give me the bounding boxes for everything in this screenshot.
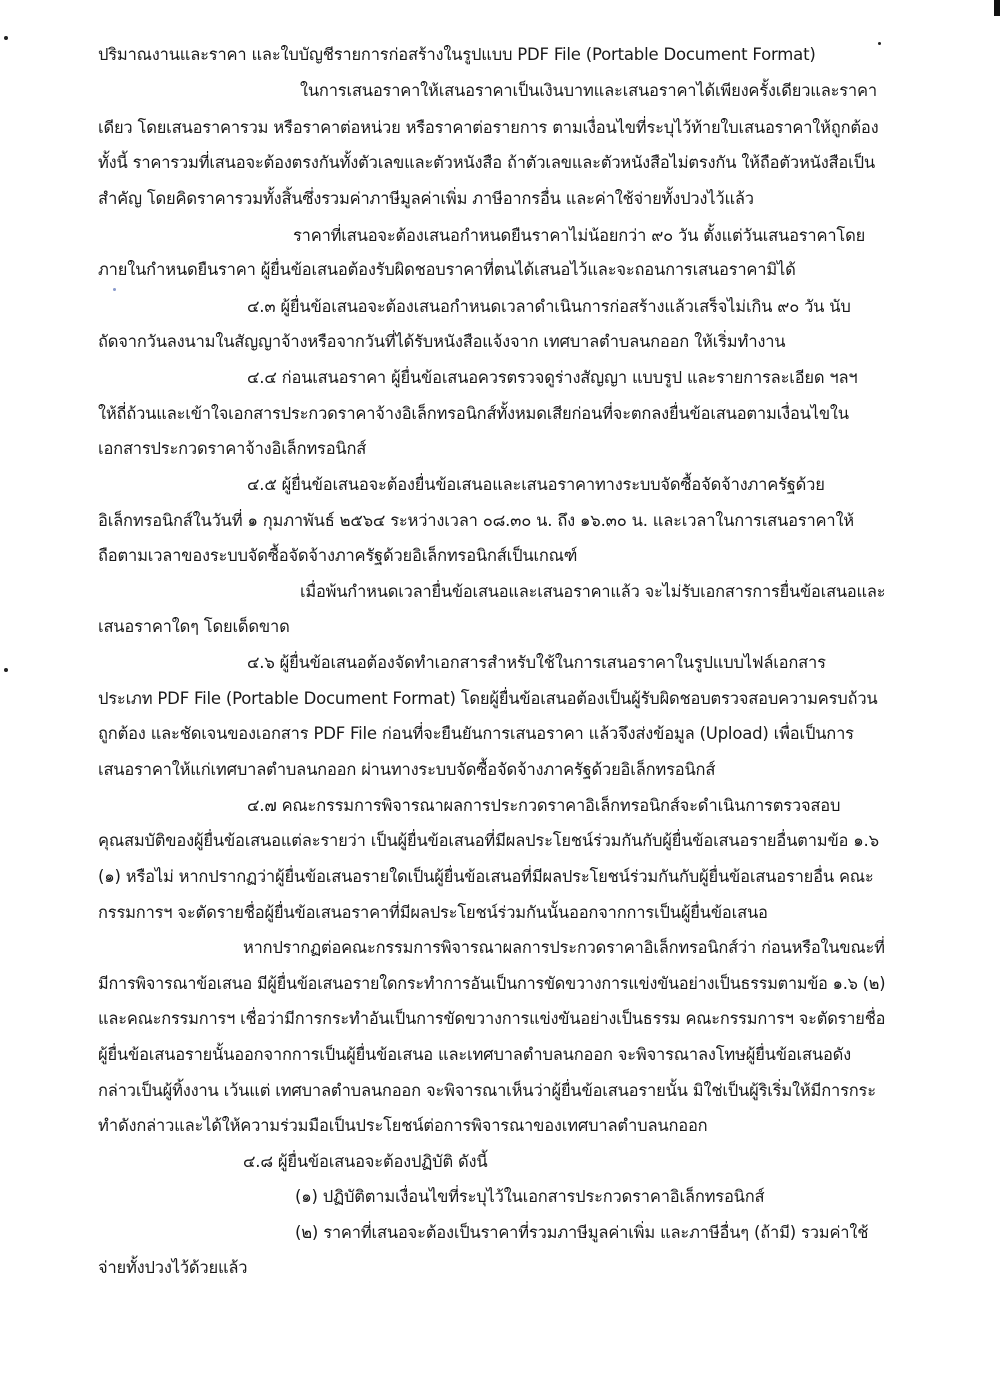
text-line: และคณะกรรมการฯ เชื่อว่ามีการกระทำอันเป็นการขัดขวางการแข่งขันอย่างเป็นธรรม คณะกรรมการฯ จะตัดรายชื่อ [98, 1009, 886, 1028]
text-line: ถูกต้อง และชัดเจนของเอกสาร PDF File ก่อนที่จะยืนยันการเสนอราคา แล้วจึงส่งข้อมูล (Upload) เพื่อเป็นการ [98, 724, 854, 743]
text-line: ราคาที่เสนอจะต้องเสนอกำหนดยืนราคาไม่น้อยกว่า ๙๐ วัน ตั้งแต่วันเสนอราคาโดย [293, 226, 866, 245]
text-line: ถัดจากวันลงนามในสัญญาจ้างหรือจากวันที่ได้รับหนังสือแจ้งจาก เทศบาลตำบลนกออก ให้เริ่มทำงาน [98, 332, 786, 351]
text-line: กล่าวเป็นผู้ทิ้งงาน เว้นแต่ เทศบาลตำบลนกออก จะพิจารณาเห็นว่าผู้ยื่นข้อเสนอรายนั้น มิใช่เป็นผู้ริเริ่มให้มีการกระ [98, 1081, 876, 1100]
text-line: ในการเสนอราคาให้เสนอราคาเป็นเงินบาทและเสนอราคาได้เพียงครั้งเดียวและราคา [300, 81, 877, 100]
text-line: กรรมการฯ จะตัดรายชื่อผู้ยื่นข้อเสนอราคาที่มีผลประโยชน์ร่วมกันนั้นออกจากการเป็นผู้ยื่นข้อเสนอ [98, 903, 768, 922]
text-line: อิเล็กทรอนิกส์ในวันที่ ๑ กุมภาพันธ์ ๒๕๖๔ ระหว่างเวลา ๐๘.๓๐ น. ถึง ๑๖.๓๐ น. และเวลาในการเสนอราคาให้ [98, 511, 854, 530]
text-line: ประเภท PDF File (Portable Document Format) โดยผู้ยื่นข้อเสนอต้องเป็นผู้รับผิดชอบตรวจสอบความครบถ้วน [98, 689, 878, 708]
text-line: เดียว โดยเสนอราคารวม หรือราคาต่อหน่วย หรือราคาต่อรายการ ตามเงื่อนไขที่ระบุไว้ท้ายใบเสนอราคาให้ถูกต้อง [98, 118, 879, 137]
text-line: จ่ายทั้งปวงไว้ด้วยแล้ว [98, 1258, 248, 1277]
section-4-3: ๔.๓ ผู้ยื่นข้อเสนอจะต้องเสนอกำหนดเวลาดำเนินการก่อสร้างแล้วเสร็จไม่เกิน ๙๐ วัน นับ [247, 297, 851, 316]
scan-speck [113, 288, 116, 291]
section-4-8: ๔.๘ ผู้ยื่นข้อเสนอจะต้องปฏิบัติ ดังนี้ [243, 1152, 488, 1171]
text-line: ภายในกำหนดยืนราคา ผู้ยื่นข้อเสนอต้องรับผิดชอบราคาที่ตนได้เสนอไว้และจะถอนการเสนอราคามิได้ [98, 260, 796, 279]
scan-speck [878, 42, 881, 45]
text-line: เอกสารประกวดราคาจ้างอิเล็กทรอนิกส์ [98, 439, 367, 458]
text-line: มีการพิจารณาข้อเสนอ มีผู้ยื่นข้อเสนอรายใดกระทำการอันเป็นการขัดขวางการแข่งขันอย่างเป็นธรรมตามข้อ ๑.๖ (๒) [98, 974, 886, 993]
sub-item-1: (๑) ปฏิบัติตามเงื่อนไขที่ระบุไว้ในเอกสารประกวดราคาอิเล็กทรอนิกส์ [295, 1187, 765, 1206]
scan-speck [4, 668, 8, 672]
text-line: ทั้งนี้ ราคารวมที่เสนอจะต้องตรงกันทั้งตัวเลขและตัวหนังสือ ถ้าตัวเลขและตัวหนังสือไม่ตรงกัน ให้ถือตัวหนังสือเป็น [98, 153, 875, 172]
text-line: เสนอราคาให้แก่เทศบาลตำบลนกออก ผ่านทางระบบจัดซื้อจัดจ้างภาครัฐด้วยอิเล็กทรอนิกส์ [98, 760, 716, 779]
text-line: ให้ถี่ถ้วนและเข้าใจเอกสารประกวดราคาจ้างอิเล็กทรอนิกส์ทั้งหมดเสียก่อนที่จะตกลงยื่นข้อเสนอตามเงื่อนไขใน [98, 404, 849, 423]
text-line: หากปรากฏต่อคณะกรรมการพิจารณาผลการประกวดราคาอิเล็กทรอนิกส์ว่า ก่อนหรือในขณะที่ [243, 938, 885, 957]
text-line: สำคัญ โดยคิดราคารวมทั้งสิ้นซึ่งรวมค่าภาษีมูลค่าเพิ่ม ภาษีอากรอื่น และค่าใช้จ่ายทั้งปวงไว้แล้ว [98, 189, 754, 208]
scan-edge-mark [994, 0, 1000, 16]
section-4-4: ๔.๔ ก่อนเสนอราคา ผู้ยื่นข้อเสนอควรตรวจดูร่างสัญญา แบบรูป และรายการละเอียด ฯลฯ [247, 368, 858, 387]
text-line: คุณสมบัติของผู้ยื่นข้อเสนอแต่ละรายว่า เป็นผู้ยื่นข้อเสนอที่มีผลประโยชน์ร่วมกันกับผู้ยื่นข้อเสนอรายอื่นตามข้อ ๑.๖ [98, 831, 879, 850]
text-line: เสนอราคาใดๆ โดยเด็ดขาด [98, 617, 290, 636]
sub-item-2: (๒) ราคาที่เสนอจะต้องเป็นราคาที่รวมภาษีมูลค่าเพิ่ม และภาษีอื่นๆ (ถ้ามี) รวมค่าใช้ [295, 1223, 869, 1242]
text-line: เมื่อพ้นกำหนดเวลายื่นข้อเสนอและเสนอราคาแล้ว จะไม่รับเอกสารการยื่นข้อเสนอและ [300, 582, 886, 601]
section-4-5: ๔.๕ ผู้ยื่นข้อเสนอจะต้องยื่นข้อเสนอและเสนอราคาทางระบบจัดซื้อจัดจ้างภาครัฐด้วย [247, 475, 825, 494]
text-line: ถือตามเวลาของระบบจัดซื้อจัดจ้างภาครัฐด้วยอิเล็กทรอนิกส์เป็นเกณฑ์ [98, 546, 578, 565]
scan-speck [4, 36, 8, 40]
text-line: ผู้ยื่นข้อเสนอรายนั้นออกจากการเป็นผู้ยื่นข้อเสนอ และเทศบาลตำบลนกออก จะพิจารณาลงโทษผู้ยื่นข้อเสนอดัง [98, 1045, 852, 1064]
text-line: ทำดังกล่าวและได้ให้ความร่วมมือเป็นประโยชน์ต่อการพิจารณาของเทศบาลตำบลนกออก [98, 1116, 708, 1135]
section-4-6: ๔.๖ ผู้ยื่นข้อเสนอต้องจัดทำเอกสารสำหรับใช้ในการเสนอราคาในรูปแบบไฟล์เอกสาร [247, 653, 826, 672]
section-4-7: ๔.๗ คณะกรรมการพิจารณาผลการประกวดราคาอิเล็กทรอนิกส์จะดำเนินการตรวจสอบ [247, 796, 841, 815]
text-line: ปริมาณงานและราคา และใบบัญชีรายการก่อสร้างในรูปแบบ PDF File (Portable Document Format) [98, 45, 816, 64]
text-line: (๑) หรือไม่ หากปรากฏว่าผู้ยื่นข้อเสนอรายใดเป็นผู้ยื่นข้อเสนอที่มีผลประโยชน์ร่วมกันกับผู้ยื่นข้อเสนอรายอื่น คณะ [98, 867, 874, 886]
